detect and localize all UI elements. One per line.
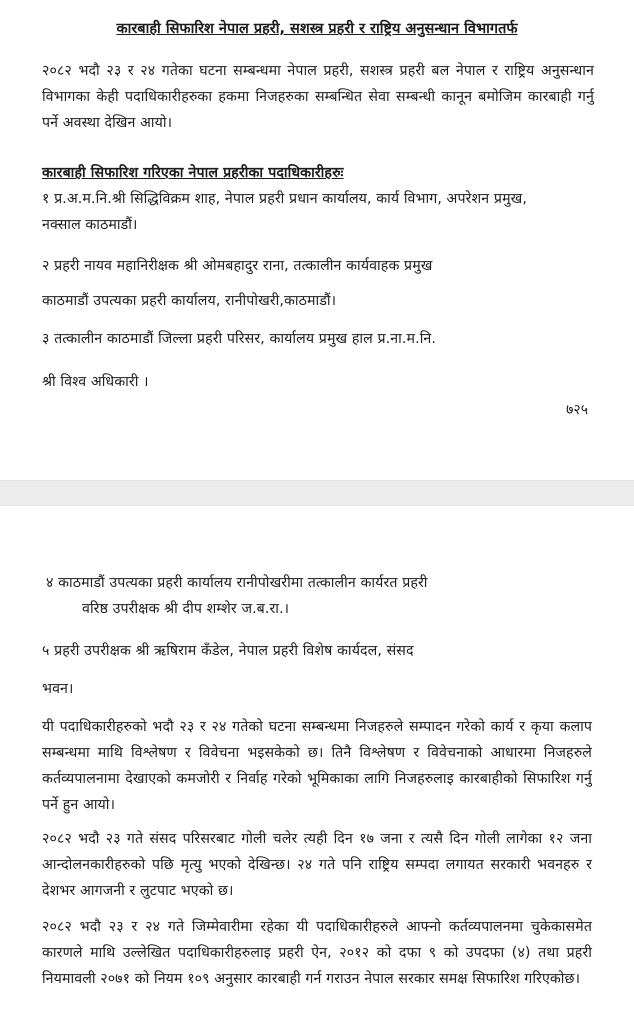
list-item-3-line-2: श्री विश्व अधिकारी ।	[42, 374, 149, 390]
paragraph-3: २०८२ भदौ २३ र २४ गते जिम्मेवारीमा रहेका यी पदाधिकारीहरुले आफ्नो कर्तव्यपालनमा चुकेकासमेत कारणले माथि उल्लेखित पदाधिकारीहरुलाइ प्रहरी ऐन, २०१२ को दफा ९ को उपदफा (४) तथा प्रहरी नियमावली २०७१ को नियम १०९ अनुसार कारबाही गर्न गराउन नेपाल सरकार समक्ष सिफारिश गरिएकोछ।	[42, 919, 592, 987]
list-subheading: कारबाही सिफारिश गरिएका नेपाल प्रहरीका पदाधिकारीहरुः	[42, 165, 344, 181]
list-item-4-line-1: ४ काठमाडौं उपत्यका प्रहरी कार्यालय रानीपोखरीमा तत्कालीन कार्यरत प्रहरी	[46, 575, 428, 591]
paragraph-1: यी पदाधिकारीहरुको भदौ २३ र २४ गतेको घटना सम्बन्धमा निजहरुले सम्पादन गरेको कार्य र कृया कलाप सम्बन्धमा माथि विश्लेषण र विवेचना भइसकेको छ। तिनै विश्लेषण र विवेचनाको आधारमा निजहरुले कर्तव्यपालनामा देखाएको कमजोरी र निर्वाह गरेको भूमिकाका लागि निजहरुलाइ कारबाहीको सिफारिश गर्नु पर्ने हुन आयो।	[42, 719, 592, 813]
document-page-1	[0, 0, 634, 480]
list-item-4-line-2: वरिष्ठ उपरीक्षक श्री दीप शम्शेर ज.ब.रा.।	[82, 601, 290, 617]
list-item-5-line-2: भवन।	[42, 681, 74, 697]
list-item-1-line-2: नक्साल काठमाडौं।	[42, 217, 138, 233]
page-number: ७२५	[566, 402, 588, 418]
list-item-1-line-1: १ प्र.अ.म.नि.श्री सिद्धिविक्रम शाह, नेपाल प्रहरी प्रधान कार्यालय, कार्य विभाग, अपरेशन प्रमुख,	[42, 191, 527, 207]
section-heading: कारबाही सिफारिश नेपाल प्रहरी, सशस्त्र प्रहरी र राष्ट्रिय अनुसन्धान विभागतर्फ	[116, 21, 518, 37]
list-item-5-line-1: ५ प्रहरी उपरीक्षक श्री ऋषिराम कँडेल, नेपाल प्रहरी विशेष कार्यदल, संसद	[42, 643, 414, 659]
list-item-2-line-1: २ प्रहरी नायव महानिरीक्षक श्री ओमबहादुर राना, तत्कालीन कार्यवाहक प्रमुख	[42, 258, 433, 274]
list-item-2-line-2: काठमाडौं उपत्यका प्रहरी कार्यालय, रानीपोखरी,काठमाडौं।	[42, 293, 337, 309]
paragraph-2: २०८२ भदौ २३ गते संसद परिसरबाट गोली चलेर त्यही दिन १७ जना र त्यसै दिन गोली लागेका १२ जना आन्दोलनकारीहरुको पछि मृत्यु भएको देखिन्छ। २४ गते पनि राष्ट्रिय सम्पदा लगायत सरकारी भवनहरु र देशभर आगजनी र लुटपाट भएको छ।	[42, 831, 592, 899]
list-item-3-line-1: ३ तत्कालीन काठमाडौं जिल्ला प्रहरी परिसर, कार्यालय प्रमुख हाल प्र.ना.म.नि.	[42, 331, 436, 347]
intro-paragraph: २०८२ भदौ २३ र २४ गतेका घटना सम्बन्धमा नेपाल प्रहरी, सशस्त्र प्रहरी बल नेपाल र राष्ट्रिय अनुसन्धान विभागका केही पदाधिकारीहरुका हकमा निजहरुका सम्बन्धित सेवा सम्बन्धी कानून बमोजिम कारबाही गर्नु पर्ने अवस्था देखिन आयो।	[42, 63, 594, 131]
page-separator	[0, 480, 634, 506]
document-page-2	[0, 506, 634, 1024]
